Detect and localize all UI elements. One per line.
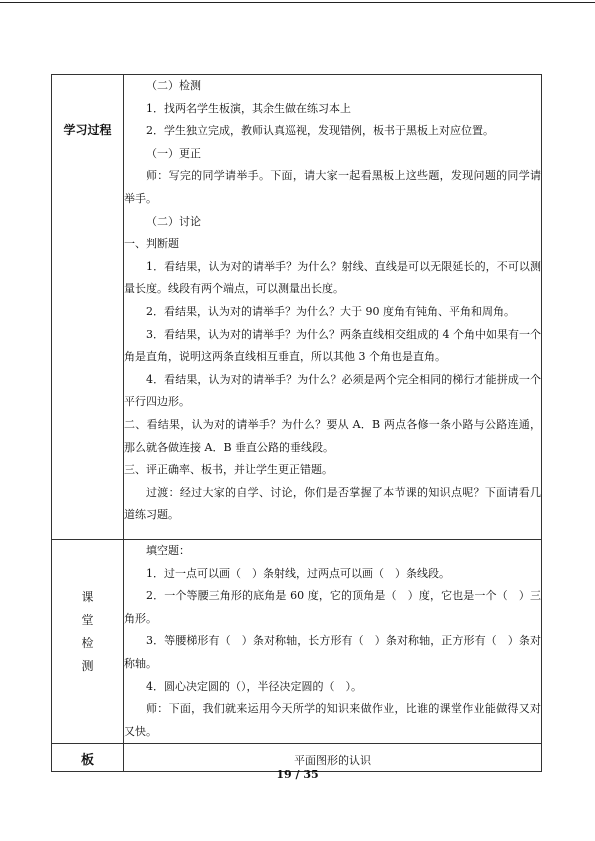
check-label-char: 堂 — [81, 613, 94, 627]
fill-blank-item: 2．一个等腰三角形的底角是 60 度，它的顶角是（ ）度，它也是一个（ ）三角形。 — [124, 589, 541, 625]
page-number: 19 / 35 — [276, 768, 319, 781]
section-heading: 一、判断题 — [124, 237, 179, 251]
process-content — [124, 75, 542, 540]
process-label: 学习过程 — [63, 123, 112, 137]
check-label-char: 检 — [81, 636, 94, 650]
check-label — [52, 540, 123, 678]
teacher-line: 师：下面，我们就来运用今天所学的知识来做作业，比谁的课堂作业能做得又对又快。 — [124, 702, 541, 738]
process-line: 三、评正确率、板书，并让学生更正错题。 — [124, 463, 333, 477]
check-label-char: 测 — [81, 659, 94, 673]
fill-blank-item: 1．过一点可以画（ ）条射线，过两点可以画（ ）条线段。 — [146, 566, 450, 580]
process-line: 2．学生独立完成，教师认真巡视，发现错例，板书于黑板上对应位置。 — [146, 124, 494, 138]
process-line: 1．找两名学生板演，其余生做在练习本上 — [146, 101, 351, 115]
header-rule — [0, 2, 595, 3]
process-row — [52, 75, 542, 540]
lesson-table — [51, 74, 542, 772]
judgment-item: 1．看结果，认为对的请举手？为什么？射线、直线是可以无限延长的，不可以测量长度。线段有两个端点，可以测量出长度。 — [124, 259, 541, 296]
fill-blank-item: 4．圆心决定圆的（），半径决定圆的（ ）。 — [146, 679, 362, 693]
section-heading: （二）检测 — [146, 79, 201, 92]
process-label-cell — [52, 75, 124, 540]
section-heading: （一）更正 — [146, 146, 201, 160]
transition-line: 过渡：经过大家的自学、讨论，你们是否掌握了本节课的知识点呢？下面请看几道练习题。 — [124, 485, 541, 522]
check-row — [52, 540, 542, 744]
board-label: 板 — [80, 753, 94, 769]
fill-blank-item: 3．等腰梯形有（ ）条对称轴，长方形有（ ）条对称轴，正方形有（ ）条对称轴。 — [124, 634, 541, 670]
section-heading: （二）讨论 — [146, 214, 201, 228]
judgment-item: 4．看结果，认为对的请举手？为什么？必须是两个完全相同的梯行才能拼成一个平行四边形。 — [124, 372, 541, 409]
process-line: 师：写完的同学请举手。下面，请大家一起看黑板上这些题，发现问题的同学请举手。 — [124, 169, 541, 205]
judgment-item: 3．看结果，认为对的请举手？为什么？两条直线相交组成的 4 个角中如果有一个角是直角，说明这两条直线相互垂直，所以其他 3 个角也是直角。 — [124, 327, 541, 364]
check-heading: 填空题： — [146, 544, 190, 557]
judgment-item: 2．看结果，认为对的请举手？为什么？大于 90 度角有钝角、平角和周角。 — [146, 304, 515, 318]
board-title: 平面图形的认识 — [294, 754, 371, 768]
check-label-cell — [52, 540, 124, 744]
check-content — [124, 540, 542, 744]
process-line: 二、看结果，认为对的请举手？为什么？要从 A．B 两点各修一条小路与公路连通，那么就各做连接 A．B 垂直公路的垂线段。 — [124, 417, 541, 454]
check-label-char: 课 — [81, 590, 94, 604]
